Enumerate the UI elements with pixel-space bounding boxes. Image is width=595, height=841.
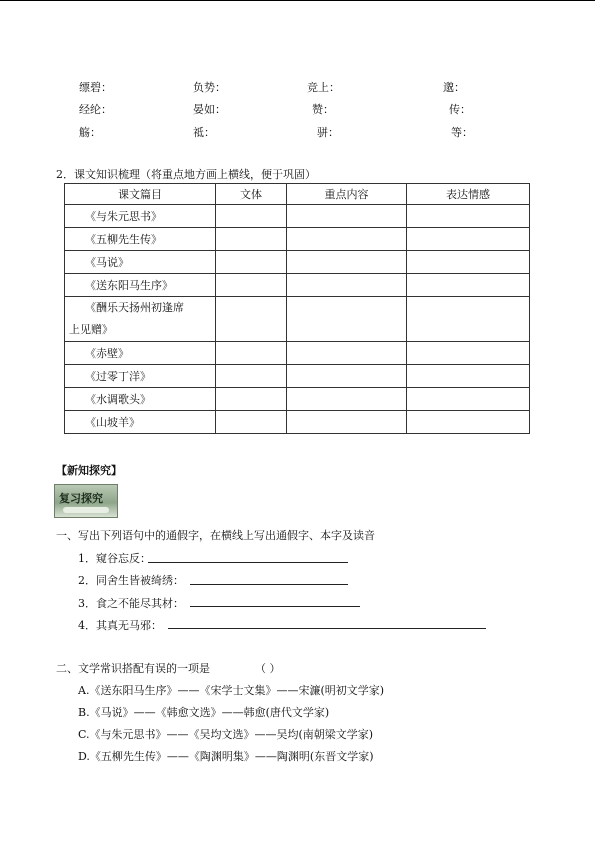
section2-heading: 2．课文知识梳理（将重点地方画上横线，便于巩固）: [56, 168, 316, 181]
table-cell-blank[interactable]: [287, 297, 407, 342]
question1-item: 4．其真无马邪：: [78, 619, 162, 632]
vocab-term: 骈：: [317, 126, 339, 139]
table-cell-blank[interactable]: [287, 251, 407, 274]
review-badge-image: [54, 484, 118, 518]
table-row: [65, 251, 530, 274]
table-cell-blank[interactable]: [216, 388, 287, 411]
vocab-term: 负势：: [193, 81, 226, 94]
table-cell-title: 《五柳先生传》: [65, 228, 216, 251]
answer-blank[interactable]: [190, 606, 360, 607]
table-cell-blank[interactable]: [216, 228, 287, 251]
table-cell-blank[interactable]: [216, 205, 287, 228]
table-cell-title: 《与朱元思书》: [65, 205, 216, 228]
answer-blank[interactable]: [148, 562, 348, 563]
table-cell-blank[interactable]: [216, 365, 287, 388]
question2-option: C.《与朱元思书》——《吴均文选》——吴均(南朝梁文学家): [78, 728, 374, 741]
table-cell-blank[interactable]: [407, 365, 530, 388]
review-badge-label: 复习探究: [59, 492, 103, 505]
table-cell-blank[interactable]: [216, 411, 287, 434]
table-row: [65, 297, 530, 342]
table-cell-blank[interactable]: [287, 411, 407, 434]
table-header: 表达情感: [407, 184, 530, 205]
table-cell-title: 《水调歌头》: [65, 388, 216, 411]
table-row: [65, 365, 530, 388]
table-cell-blank[interactable]: [407, 388, 530, 411]
table-row: [65, 342, 530, 365]
table-cell-blank[interactable]: [407, 342, 530, 365]
table-cell-blank[interactable]: [287, 205, 407, 228]
table-row: [65, 411, 530, 434]
table-cell-blank[interactable]: [216, 251, 287, 274]
answer-blank[interactable]: [190, 584, 348, 585]
vocab-term: 邈：: [443, 81, 465, 94]
vocab-term: 缥碧：: [79, 81, 112, 94]
vocab-term: 觞：: [79, 126, 101, 139]
table-cell-title: [65, 297, 216, 342]
vocab-term: 等：: [451, 126, 473, 139]
question2-option: D.《五柳先生传》——《陶渊明集》——陶渊明(东晋文学家): [78, 750, 374, 763]
table-header: 课文篇目: [65, 184, 216, 205]
table-cell-blank[interactable]: [287, 388, 407, 411]
table-cell-title: 《山坡羊》: [65, 411, 216, 434]
table-row: [65, 388, 530, 411]
table-cell-blank[interactable]: [407, 411, 530, 434]
table-cell-blank[interactable]: [287, 342, 407, 365]
table-cell-title: 《赤壁》: [65, 342, 216, 365]
table-cell-blank[interactable]: [287, 365, 407, 388]
question2-option: A.《送东阳马生序》——《宋学士文集》——宋濂(明初文学家): [78, 684, 385, 697]
question1-item: 2．同舍生皆被绮绣：: [78, 574, 184, 587]
table-row: [65, 205, 530, 228]
table-cell-title: 《过零丁洋》: [65, 365, 216, 388]
question2-title: 二、文学常识搭配有误的一项是: [56, 662, 210, 675]
knowledge-table: [64, 183, 530, 434]
table-header: 重点内容: [287, 184, 407, 205]
question1-item: 3．食之不能尽其材：: [78, 597, 184, 610]
vocab-term: 竞上：: [307, 81, 340, 94]
answer-blank[interactable]: [168, 628, 486, 629]
table-cell-title-line: 《酬乐天扬州初逢席: [85, 301, 184, 314]
table-header-row: [65, 184, 530, 205]
question1-title: 一、写出下列语句中的通假字，在横线上写出通假字、本字及读音: [56, 529, 375, 542]
table-cell-title-line: 上见赠》: [69, 323, 113, 336]
table-cell-blank[interactable]: [287, 228, 407, 251]
vocab-term: 赞：: [312, 103, 334, 116]
table-row: [65, 274, 530, 297]
table-cell-blank[interactable]: [216, 342, 287, 365]
badge-decoration: [63, 507, 109, 513]
answer-paren[interactable]: （ ）: [255, 662, 281, 675]
vocab-term: 晏如：: [193, 103, 226, 116]
question2-option: B.《马说》——《韩愈文选》——韩愈(唐代文学家): [78, 706, 330, 719]
table-cell-blank[interactable]: [407, 297, 530, 342]
table-cell-blank[interactable]: [216, 297, 287, 342]
table-header: 文体: [216, 184, 287, 205]
page-top-rule: [0, 0, 595, 1]
table-cell-blank[interactable]: [407, 251, 530, 274]
table-cell-blank[interactable]: [407, 205, 530, 228]
table-cell-blank[interactable]: [407, 274, 530, 297]
table-cell-blank[interactable]: [407, 228, 530, 251]
vocab-term: 传：: [449, 103, 471, 116]
table-cell-title: 《送东阳马生序》: [65, 274, 216, 297]
vocab-term: 祗：: [193, 126, 215, 139]
table-cell-blank[interactable]: [216, 274, 287, 297]
table-cell-blank[interactable]: [287, 274, 407, 297]
vocab-term: 经纶：: [79, 103, 112, 116]
table-row: [65, 228, 530, 251]
new-knowledge-heading: 【新知探究】: [56, 464, 122, 477]
table-cell-title: 《马说》: [65, 251, 216, 274]
question1-item: 1．窥谷忘反：: [78, 552, 151, 565]
